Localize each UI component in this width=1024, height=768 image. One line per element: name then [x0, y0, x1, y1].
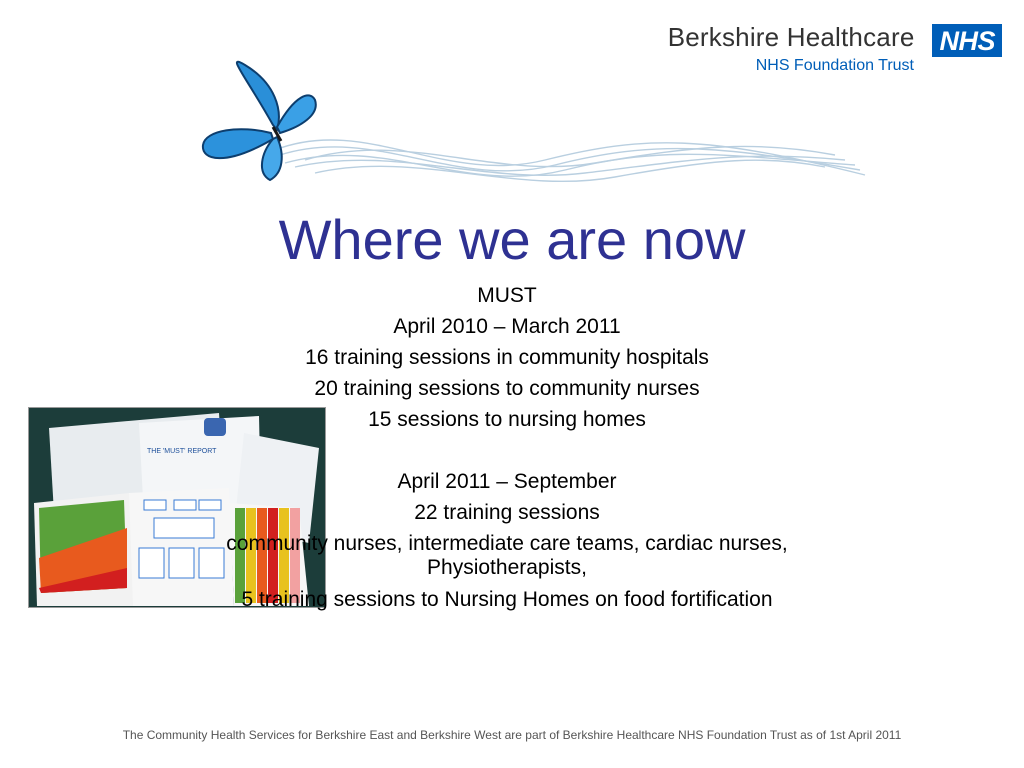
body-line-must: MUST [477, 284, 537, 307]
slide-title: Where we are now [278, 208, 746, 271]
body-line-food-fortification: 5 training sessions to Nursing Homes on food fortification [241, 588, 773, 611]
body-line-teams: community nurses, intermediate care teams, cardiac nurses, Physiotherapists, [226, 532, 788, 579]
butterfly-icon [203, 62, 316, 180]
body-line-nursing-homes: 15 sessions to nursing homes [368, 408, 646, 431]
body-line-period-2: April 2011 – September [397, 470, 617, 493]
photo-label: THE 'MUST' REPORT [147, 448, 217, 455]
butterfly-swoosh-decoration [185, 55, 875, 195]
footer-note: The Community Health Services for Berkshire East and Berkshire West are part of Berkshire Healthcare NHS Foundation Trust as of 1st April 2011 [122, 728, 902, 742]
slide-body [150, 280, 864, 615]
body-line-period-1: April 2010 – March 2011 [393, 315, 621, 338]
body-line-hospitals: 16 training sessions in community hospitals [305, 346, 709, 369]
nhs-badge: NHS [932, 24, 1002, 57]
org-name: Berkshire Healthcare [667, 22, 915, 52]
body-line-community-nurses: 20 training sessions to community nurses [314, 377, 700, 400]
body-line-spacer [150, 435, 864, 466]
trust-name: NHS Foundation Trust [755, 57, 914, 74]
body-line-22-sessions: 22 training sessions [414, 501, 600, 524]
